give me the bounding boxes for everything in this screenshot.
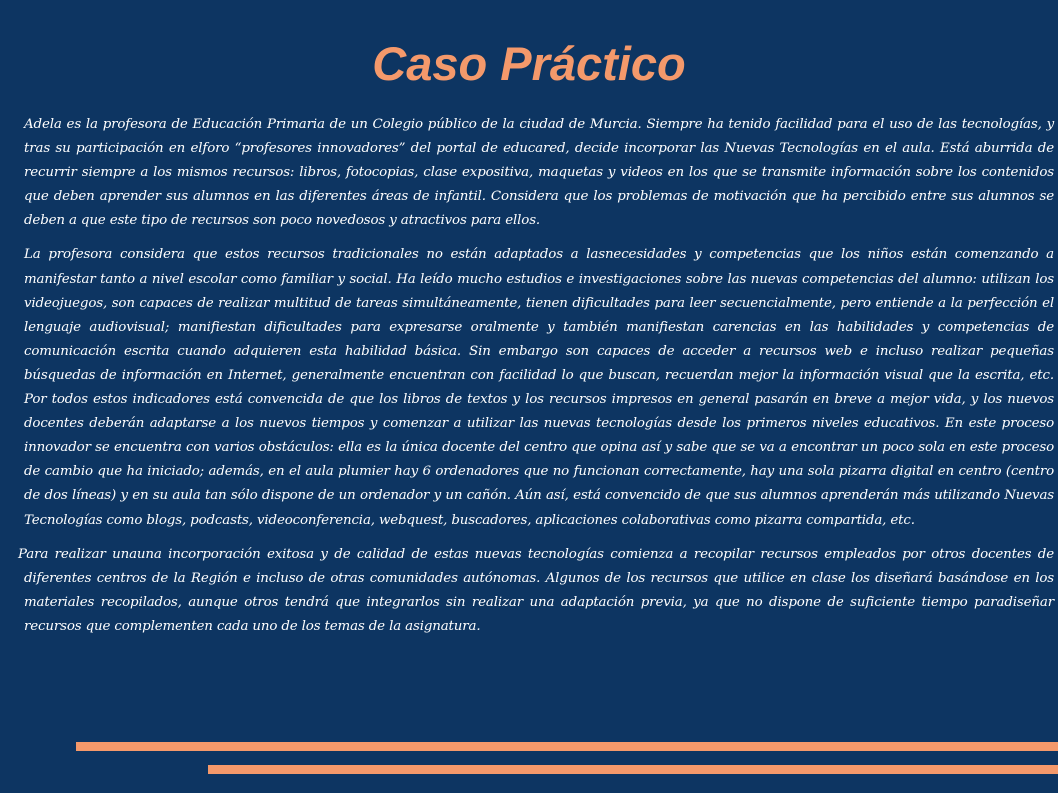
paragraph-intro: Adela es la profesora de Educación Primaria de un Colegio público de la ciudad de Murcia. Siempre ha tenido facilidad para el uso de las tecnologías, y tras su participación en elforo “profesores innovadores” del portal de educared, decide incorporar las Nuevas Tecnologías en el aula. Está aburrida de recurrir siempre a los mismos recursos: libros, fotocopias, clase expositiva, maquetas y videos en los que se transmite información sobre los contenidos que deben aprender sus alumnos en las diferentes áreas de infantil. Considera que los problemas de motivación que ha percibido entre sus alumnos se deben a que este tipo de recursos son poco novedosos y atractivos para ellos. — [24, 117, 1054, 229]
paragraph-recursos: Para realizar unauna incorporación exitosa y de calidad de estas nuevas tecnologías comienza a recopilar recursos empleados por otros docentes de diferentes centros de la Región e incluso de otras comunidades autónomas. Algunos de los recursos que utilice en clase los diseñará basándose en los materiales recopilados, aunque otros tendrá que integrarlos sin realizar una adaptación previa, ya que no dispone de suficiente tiempo paradiseñar recursos que complementen cada uno de los temas de la asignatura. — [18, 546, 1054, 634]
slide-title: Caso Práctico — [372, 37, 686, 90]
decorative-bar-top — [76, 742, 1058, 751]
slide-body — [18, 113, 1054, 639]
decorative-bar-bottom — [208, 765, 1058, 774]
paragraph-competencias: La profesora considera que estos recursos tradicionales no están adaptados a lasnecesidades y competencias que los niños están comenzando a manifestar tanto a nivel escolar como familiar y social. Ha leído mucho estudios e investigaciones sobre las nuevas competencias del alumno: utilizan los videojuegos, son capaces de realizar multitud de tareas simultáneamente, tienen dificultades para leer secuencialmente, pero entiende a la perfección el lenguaje audiovisual; manifiestan dificultades para expresarse oralmente y también manifiestan carencias en las habilidades y competencias de comunicación escrita cuando adquieren esta habilidad básica. Sin embargo son capaces de acceder a recursos web e incluso realizar pequeñas búsquedas de información en Internet, generalmente encuentran con facilidad lo que buscan, recuerdan mejor la información visual que la escrita, etc. Por todos estos indicadores está convencida de que los libros de textos y los recursos impresos en general pasarán en breve a mejor vida, y los nuevos docentes deberán adaptarse a los nuevos tiempos y comenzar a utilizar las nuevas tecnologías desde los primeros niveles educativos. En este proceso innovador se encuentra con varios obstáculos: ella es la única docente del centro que opina así y sabe que se va a encontrar un poco sola en este proceso de cambio que ha iniciado; además, en el aula plumier hay 6 ordenadores que no funcionan correctamente, hay una sola pizarra digital en centro (centro de dos líneas) y en su aula tan sólo dispone de un ordenador y un cañón. Aún así, está convencido de que sus alumnos aprenderán más utilizando Nuevas Tecnologías como blogs, podcasts, videoconferencia, webquest, buscadores, aplicaciones colaborativas como pizarra compartida, etc. — [24, 247, 1054, 528]
